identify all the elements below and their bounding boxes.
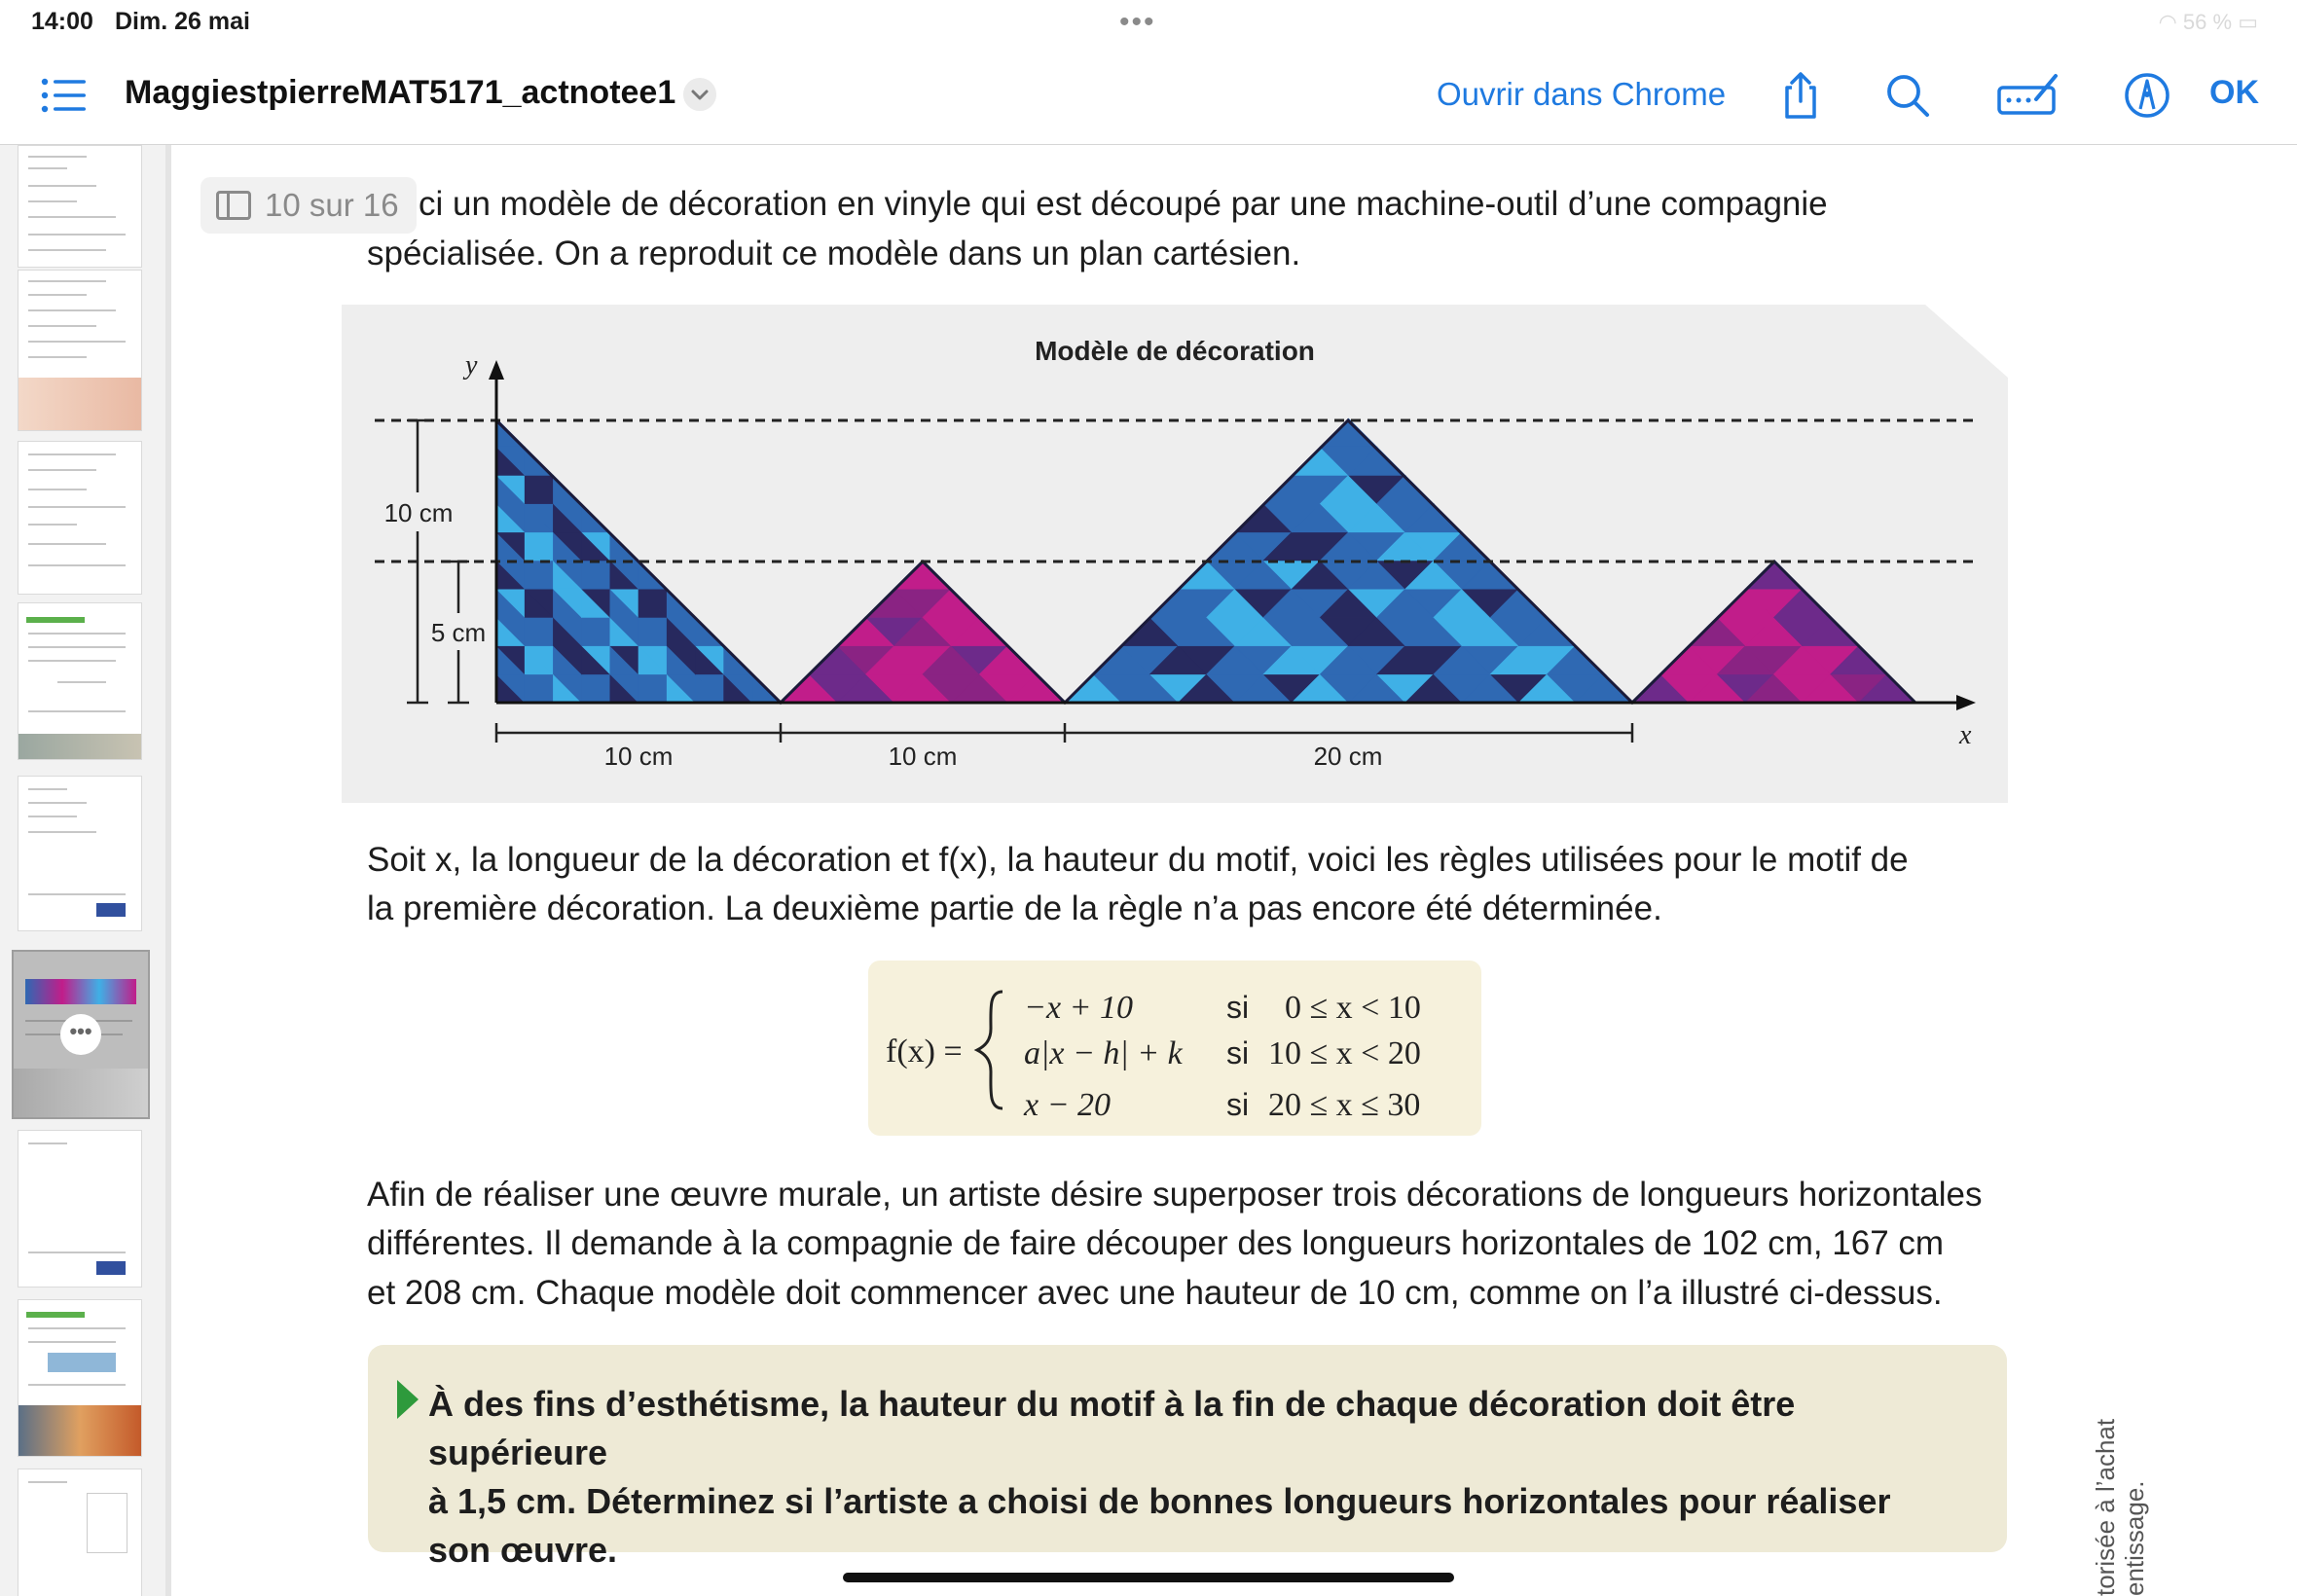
task-line-1: À des fins d’esthétisme, la hauteur du motif à la fin de chaque décoration doit être supérieure <box>428 1384 1796 1472</box>
intro-line-1: ci un modèle de décoration en vinyle qui est découpé par une machine-outil d’une compagnie <box>419 185 1828 223</box>
share-icon[interactable] <box>1775 70 1826 121</box>
formula-row-2-si: si <box>1226 1035 1250 1070</box>
page-thumbnail[interactable] <box>18 1469 142 1596</box>
battery-icon: ▭ <box>2238 10 2258 34</box>
status-date: Dim. 26 mai <box>115 8 250 35</box>
list-icon[interactable] <box>41 78 86 113</box>
x-axis-label: x <box>1959 720 1972 750</box>
search-icon[interactable] <box>1882 70 1933 121</box>
formula-row-2-cond: 10 ≤ x < 20 <box>1268 1035 1421 1071</box>
height-label-5cm: 5 cm <box>430 618 487 647</box>
page-thumbnail[interactable] <box>18 270 142 431</box>
page-thumbnail[interactable] <box>18 602 142 760</box>
formula-row-1-expr: −x + 10 <box>1024 990 1133 1026</box>
page-thumbnail[interactable] <box>18 1130 142 1288</box>
document-title[interactable]: MaggiestpierreMAT5171_actnotee1 <box>125 74 676 111</box>
page-indicator <box>201 177 417 234</box>
page-thumbnail[interactable] <box>18 441 142 595</box>
formula-row-3-cond: 20 ≤ x ≤ 30 <box>1268 1087 1421 1123</box>
task-arrow-icon <box>397 1380 419 1419</box>
mural-line-1: Afin de réaliser une œuvre murale, un artiste désire superposer trois décorations de longueurs horizontales <box>367 1176 1983 1214</box>
intro-line-2: spécialisée. On a reproduit ce modèle dans un plan cartésien. <box>367 235 1301 272</box>
decoration-figure <box>342 305 2008 803</box>
formula-row-3-expr: x − 20 <box>1024 1087 1112 1123</box>
rules-line-1: Soit x, la longueur de la décoration et f(x), la hauteur du motif, voici les règles utilisées pour le motif de <box>367 841 1909 879</box>
page-thumbnails-sidebar[interactable] <box>0 145 165 1596</box>
status-time: 14:00 <box>31 8 93 35</box>
formula-row-1-cond: 0 ≤ x < 10 <box>1285 990 1421 1026</box>
task-line-2: à 1,5 cm. Déterminez si l’artiste a choisi de bonnes longueurs horizontales pour réaliser <box>428 1481 1891 1521</box>
figure-title: Modèle de décoration <box>1035 336 1315 366</box>
open-in-chrome-button[interactable]: Ouvrir dans Chrome <box>1437 76 1727 112</box>
formula-row-1-si: si <box>1226 990 1250 1025</box>
rules-line-2: la première décoration. La deuxième partie de la règle n’a pas encore été déterminée. <box>367 889 1662 927</box>
done-button[interactable]: OK <box>2209 74 2259 111</box>
page-thumbnail[interactable] <box>18 145 142 268</box>
width-label-3: 20 cm <box>1313 742 1383 771</box>
width-label-2: 10 cm <box>888 742 958 771</box>
toolbar <box>0 47 2297 145</box>
battery-percent: 56 % <box>2182 10 2233 34</box>
home-indicator[interactable] <box>843 1573 1454 1582</box>
page-thumbnail-current[interactable] <box>12 950 150 1119</box>
mural-line-3: et 208 cm. Chaque modèle doit commencer avec une hauteur de 10 cm, comme on l’a illustré ci-dessus. <box>367 1274 1943 1312</box>
height-label-10cm: 10 cm <box>383 498 454 527</box>
page-thumbnail[interactable] <box>18 1299 142 1457</box>
side-note-line-2: entissage. <box>2120 1480 2149 1596</box>
y-axis-label: y <box>465 350 478 381</box>
task-line-3: son œuvre. <box>428 1530 618 1570</box>
formula-row-3-si: si <box>1226 1087 1250 1122</box>
wifi-icon: ◠ <box>2158 10 2177 34</box>
chevron-down-icon[interactable] <box>683 78 716 111</box>
copyright-side-note <box>2083 1411 2278 1596</box>
formula-row-2-expr: a|x − h| + k <box>1024 1035 1183 1071</box>
pen-circle-icon[interactable] <box>2122 70 2172 121</box>
multitasking-dots[interactable]: ••• <box>1119 6 1156 38</box>
width-label-1: 10 cm <box>603 742 674 771</box>
page-indicator-text: 10 sur 16 <box>265 187 399 223</box>
side-note-line-1: torisée à l’achat <box>2091 1418 2120 1596</box>
battery-indicator <box>2159 10 2258 35</box>
mural-line-2: différentes. Il demande à la compagnie de faire découper des longueurs horizontales de 102 cm, 167 cm <box>367 1224 1945 1262</box>
markup-icon[interactable] <box>1997 70 2060 121</box>
formula-lhs: f(x) = <box>886 1034 963 1070</box>
page-thumbnail[interactable] <box>18 776 142 931</box>
sidebar-icon <box>216 191 251 220</box>
piecewise-formula <box>868 961 1481 1136</box>
status-bar <box>0 0 2297 47</box>
task-text <box>428 1380 1976 1575</box>
thumbnail-more-button[interactable]: ••• <box>60 1014 101 1055</box>
